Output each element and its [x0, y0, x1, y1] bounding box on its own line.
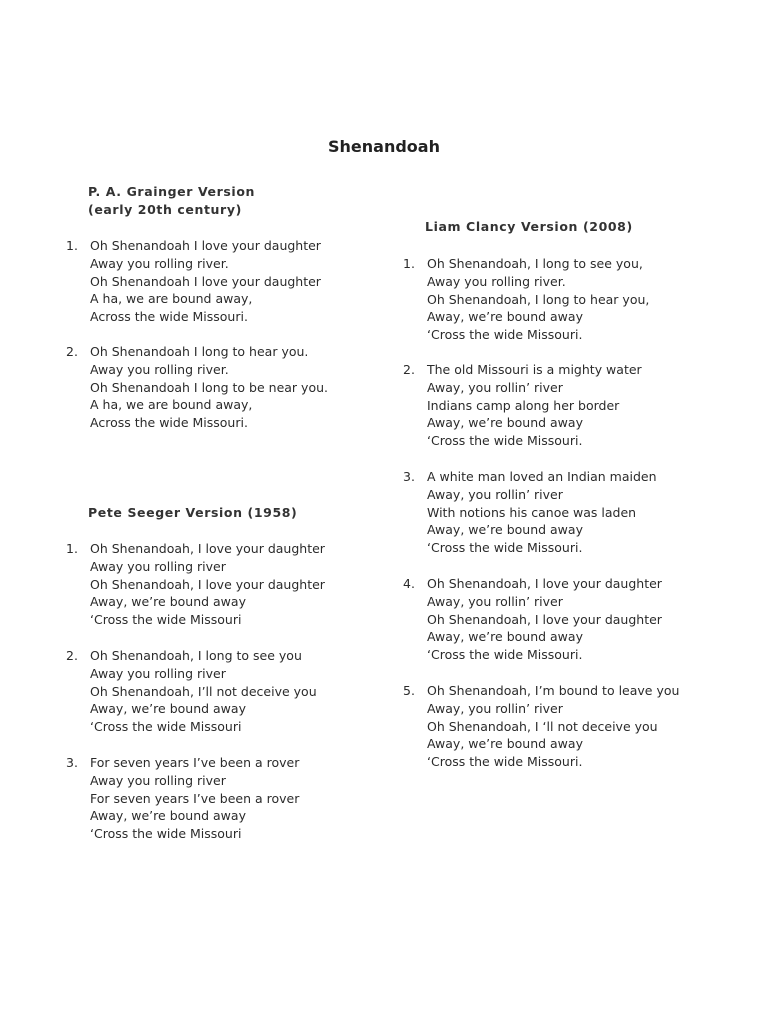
verse-line: Away, we’re bound away	[427, 736, 583, 752]
seeger-verse-3	[66, 754, 366, 843]
clancy-heading: Liam Clancy Version (2008)	[425, 219, 633, 234]
verse-number: 2.	[66, 648, 78, 663]
seeger-verse-1	[66, 540, 366, 629]
verse-line: Across the wide Missouri.	[90, 415, 248, 431]
verse-line: Oh Shenandoah, I love your daughter	[427, 611, 662, 627]
verse-line: Away, you rollin’ river	[427, 486, 563, 502]
grainger-verse-2	[66, 343, 366, 432]
verse-line: ‘Cross the wide Missouri.	[427, 540, 583, 556]
verse-line: Oh Shenandoah, I’m bound to leave you	[427, 683, 680, 698]
verse-line: Away, you rollin’ river	[427, 593, 563, 609]
verse-line: Away, we’re bound away	[427, 629, 583, 645]
verse-line: ‘Cross the wide Missouri	[90, 719, 242, 735]
verse-number: 1.	[403, 256, 415, 271]
clancy-verse-3	[403, 468, 703, 557]
verse-line: ‘Cross the wide Missouri.	[427, 433, 583, 449]
verse-number: 3.	[66, 755, 78, 770]
verse-line: Away, you rollin’ river	[427, 379, 563, 395]
verse-line: Oh Shenandoah, I long to hear you,	[427, 291, 650, 307]
verse-line: Oh Shenandoah I long to hear you.	[90, 344, 309, 359]
verse-line: ‘Cross the wide Missouri.	[427, 327, 583, 343]
verse-line: A white man loved an Indian maiden	[427, 469, 657, 484]
verse-line: Away you rolling river	[90, 772, 226, 788]
verse-line: Away, we’re bound away	[427, 415, 583, 431]
verse-line: Oh Shenandoah, I ‘ll not deceive you	[427, 718, 658, 734]
clancy-verse-2	[403, 361, 703, 450]
clancy-verse-5	[403, 682, 703, 771]
verse-line: Across the wide Missouri.	[90, 309, 248, 325]
verse-line: ‘Cross the wide Missouri.	[427, 647, 583, 663]
verse-line: Away, we’re bound away	[90, 808, 246, 824]
verse-line: ‘Cross the wide Missouri.	[427, 754, 583, 770]
verse-number: 2.	[66, 344, 78, 359]
verse-line: Oh Shenandoah, I love your daughter	[427, 576, 662, 591]
seeger-verse-2	[66, 647, 366, 736]
clancy-verse-4	[403, 575, 703, 664]
verse-number: 2.	[403, 362, 415, 377]
verse-line: Away, we’re bound away	[90, 701, 246, 717]
verse-line: Oh Shenandoah I long to be near you.	[90, 379, 328, 395]
verse-line: Away you rolling river	[90, 558, 226, 574]
seeger-heading: Pete Seeger Version (1958)	[88, 505, 298, 520]
verse-line: Away, we’re bound away	[427, 522, 583, 538]
verse-number: 1.	[66, 238, 78, 253]
grainger-heading-line-1: P. A. Grainger Version	[88, 184, 256, 199]
verse-line: For seven years I’ve been a rover	[90, 755, 300, 770]
verse-line: Oh Shenandoah, I love your daughter	[90, 576, 325, 592]
verse-line: Away you rolling river.	[427, 273, 566, 289]
verse-line: Away you rolling river	[90, 665, 226, 681]
verse-line: ‘Cross the wide Missouri	[90, 826, 242, 842]
verse-line: The old Missouri is a mighty water	[427, 362, 642, 377]
verse-line: With notions his canoe was laden	[427, 504, 637, 520]
verse-line: Away you rolling river.	[90, 255, 229, 271]
verse-line: Oh Shenandoah I love your daughter	[90, 273, 321, 289]
verse-line: Oh Shenandoah, I love your daughter	[90, 541, 325, 556]
verse-line: Away, we’re bound away	[90, 594, 246, 610]
grainger-verse-1	[66, 237, 366, 326]
verse-line: Oh Shenandoah, I’ll not deceive you	[90, 683, 317, 699]
verse-line: Indians camp along her border	[427, 397, 620, 413]
verse-line: For seven years I’ve been a rover	[90, 790, 300, 806]
verse-line: Away, we’re bound away	[427, 309, 583, 325]
verse-line: A ha, we are bound away,	[90, 291, 253, 307]
verse-line: Oh Shenandoah I love your daughter	[90, 238, 321, 253]
grainger-heading	[88, 183, 255, 219]
verse-number: 1.	[66, 541, 78, 556]
verse-number: 3.	[403, 469, 415, 484]
clancy-verse-1	[403, 255, 703, 344]
verse-line: Oh Shenandoah, I long to see you	[90, 648, 302, 663]
verse-line: Away, you rollin’ river	[427, 700, 563, 716]
page-title: Shenandoah	[328, 137, 440, 156]
verse-line: ‘Cross the wide Missouri	[90, 612, 242, 628]
verse-line: A ha, we are bound away,	[90, 397, 253, 413]
verse-line: Oh Shenandoah, I long to see you,	[427, 256, 643, 271]
verse-line: Away you rolling river.	[90, 361, 229, 377]
verse-number: 4.	[403, 576, 415, 591]
grainger-heading-line-2: (early 20th century)	[88, 202, 242, 217]
verse-number: 5.	[403, 683, 415, 698]
